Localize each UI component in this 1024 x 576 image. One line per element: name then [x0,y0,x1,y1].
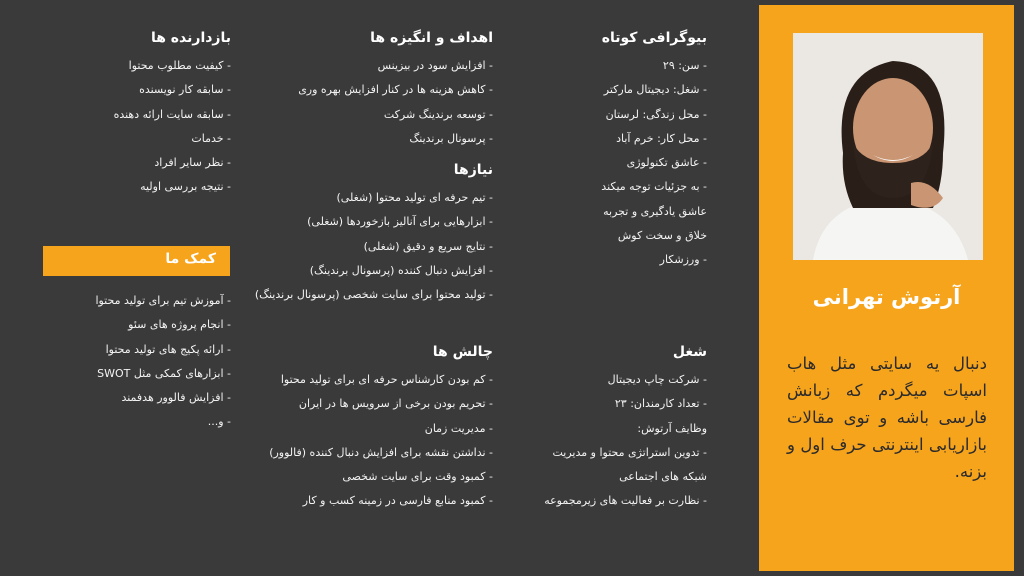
list-item: - تیم حرفه ای تولید محتوا (شغلی) [336,191,493,204]
list-item: - خدمات [191,131,231,145]
list-item: - کمبود وقت برای سایت شخصی [342,470,493,484]
list-item: - تحریم بودن برخی از سرویس ها در ایران [298,397,493,411]
list-item: - آموزش تیم برای تولید محتوا [95,294,231,307]
profile-card [759,5,1014,571]
list-item: - افزایش فالوور هدفمند [121,391,231,405]
list-item: - ابزارهای کمکی مثل SWOT [97,366,231,380]
list-item: - مدیریت زمان [424,421,493,435]
list-item: - نظارت بر فعالیت های زیرمجموعه [544,494,707,508]
challenges-section [223,344,493,514]
list-item: - نتایج سریع و دقیق (شغلی) [363,239,493,253]
list-item: - پرسونال برندینگ [409,131,493,145]
help-section-header [43,246,230,276]
section-title: بازدارنده ها [150,30,231,46]
list-item: - کمبود منابع فارسی در زمینه کسب و کار [302,494,493,508]
list-item: - توسعه برندینگ شرکت [383,107,493,121]
list-item: - به جزئیات توجه میکند [601,180,707,194]
list-item: - کیفیت مطلوب محتوا [128,59,231,72]
section-title: شغل [672,344,707,360]
list-item: عاشق یادگیری و تجربه [603,204,707,218]
list-item: - و... [207,415,231,429]
list-item: - شغل: دیجیتال مارکتر [603,83,707,97]
list-item: - نتیجه بررسی اولیه [140,180,231,194]
list-item: - تعداد کارمندان: ۲۳ [614,397,707,411]
profile-bio: دنبال یه سایتی مثل هاب اسپات میگردم که زبانش فارسی باشه و توی مقالات بازاریابی اینترنتی حرف اول و بزنه. [787,354,987,481]
list-item: - محل کار: خرم آباد [616,131,707,145]
list-item: - ابزارهایی برای آنالیز بازخوردها (شغلی) [307,215,493,229]
needs-section [233,162,493,307]
section-title: بیوگرافی کوتاه [601,30,707,46]
list-item: - ورزشکار [659,253,707,267]
list-item: - تدوین استراتژی محتوا و مدیریت [552,445,707,459]
list-item: - انجام پروژه های سئو [128,318,231,332]
list-item: - ارائه پکیج های تولید محتوا [105,342,231,356]
list-item: - نداشتن نقشه برای افزایش دنبال کننده (فالوور) [269,445,493,459]
section-title: اهداف و انگیزه ها [370,30,493,46]
blockers-section [31,30,231,200]
help-section [31,289,231,435]
goals-section [233,30,493,151]
list-item: - نظر سایر افراد [154,156,231,170]
list-item: - افزایش دنبال کننده (پرسونال برندینگ) [309,263,493,277]
bio-section [507,30,707,273]
list-item: وظایف آرتوش: [637,421,707,435]
list-item: - سابقه سایت ارائه دهنده [113,107,231,121]
list-item: خلاق و سخت کوش [617,229,707,243]
list-item: - کاهش هزینه ها در کنار افزایش بهره وری [298,83,493,97]
list-item: - محل زندگی: لرستان [605,107,707,121]
list-item: - سابقه کار نویسنده [139,83,231,97]
profile-name: آرتوش تهرانی [812,285,961,309]
list-item: - افزایش سود در بیزینس [377,59,493,72]
list-item: - شرکت چاپ دیجیتال [607,373,707,386]
job-section [507,344,707,514]
section-title: کمک ما [165,251,216,267]
list-item: - کم بودن کارشناس حرفه ای برای تولید محتوا [280,373,493,386]
profile-photo [793,33,983,260]
section-title: نیازها [453,162,493,178]
list-item: - تولید محتوا برای سایت شخصی (پرسونال برندینگ) [254,288,493,302]
list-item: - عاشق تکنولوژی [626,156,707,170]
list-item: - سن: ۲۹ [662,59,707,72]
list-item: شبکه های اجتماعی [619,470,707,484]
section-title: چالش ها [432,344,493,360]
